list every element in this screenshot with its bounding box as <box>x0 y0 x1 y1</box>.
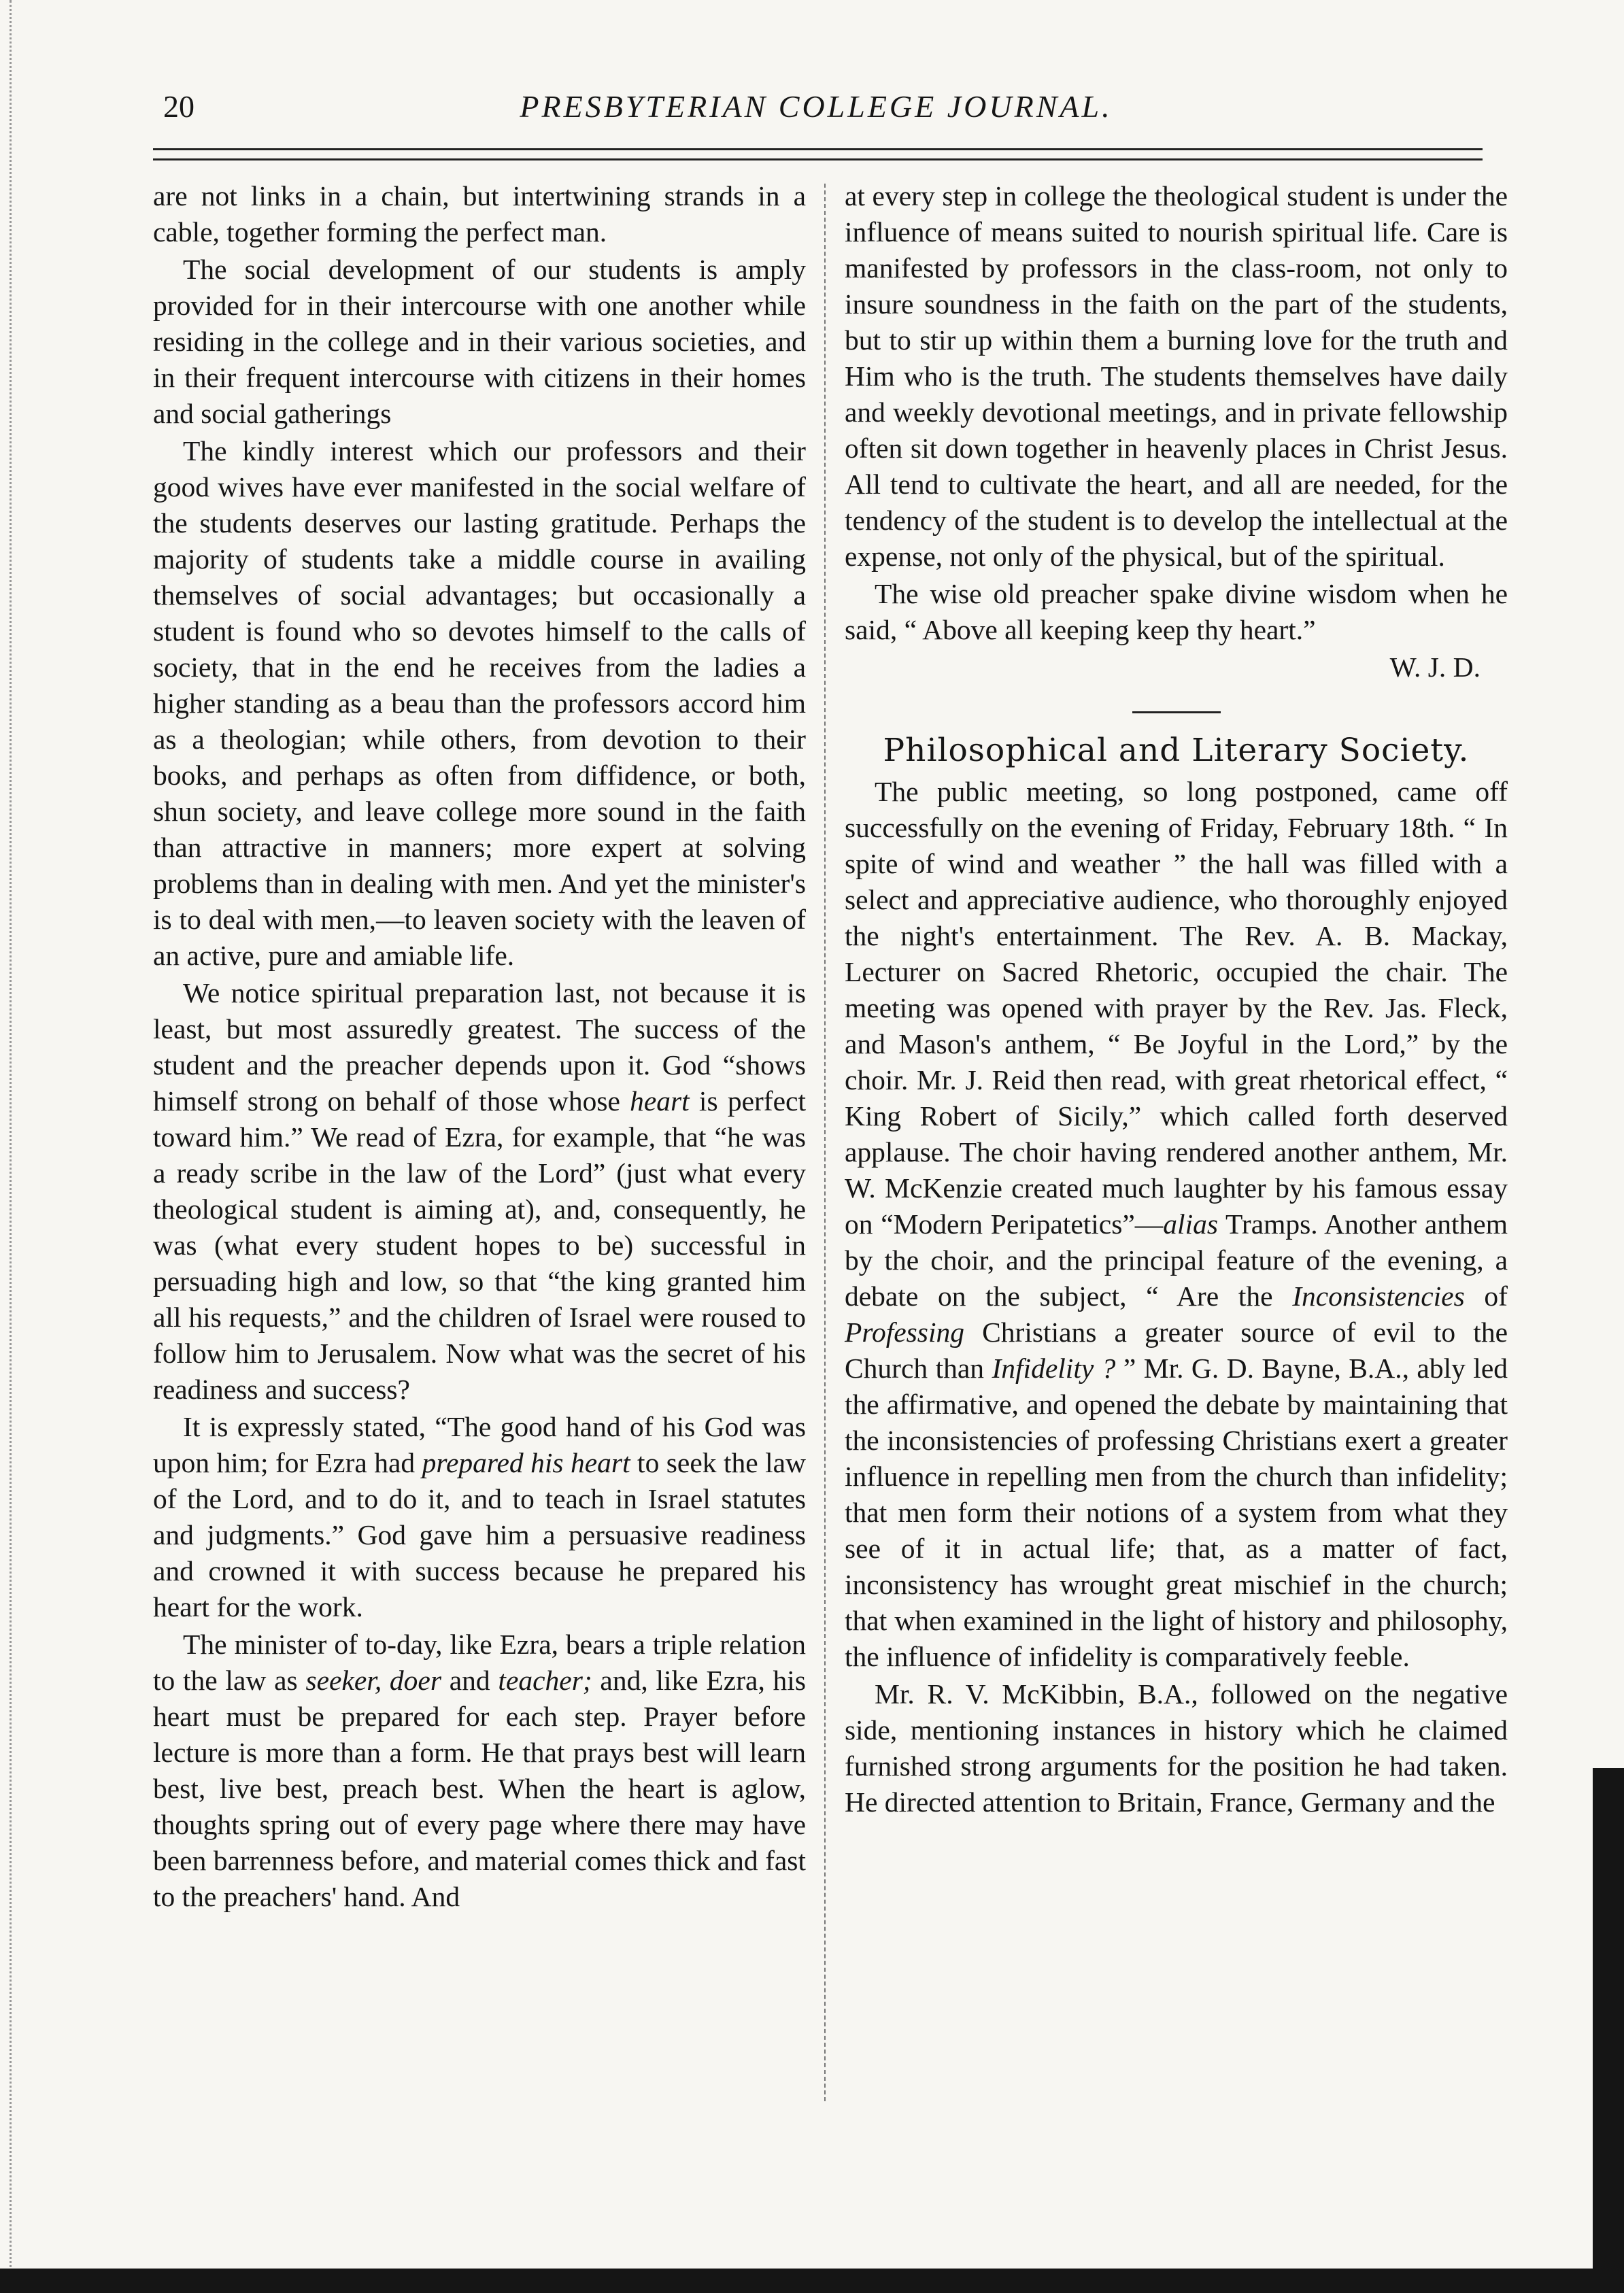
italic-text: seeker, doer <box>305 1665 442 1696</box>
text-run: and <box>441 1665 498 1696</box>
text-run: The public meeting, so long postponed, came off successfully on the evening of Friday, February 18th. “ In spite of wind and weather ” the hall was filled with a select and appreciative audience, who thoroughly enjoyed the night's entertainment. The Rev. A. B. Mackay, Lecturer on Sacred Rhetoric, occupied the chair. The meeting was opened with prayer by the Rev. Jas. Fleck, and Mason's anthem, “ Be Joyful in the Lord,” by the choir. Mr. J. Reid then read, with great rhetorical effect, “ King Robert of Sicily,” which called forth deserved applause. The choir having rendered another anthem, Mr. W. McKenzie created much laughter by his famous essay on “Modern Peripatetics”— <box>845 776 1508 1240</box>
paragraph: The social development of our students is amply provided for in their intercourse with one another while residing in the college and in their various societies, and in their frequent intercourse with citizens in their homes and social gatherings <box>153 254 806 429</box>
italic-text: alias <box>1163 1208 1219 1240</box>
text-run: The minister of to-day, like Ezra, bears a triple relation to the law as <box>153 1629 806 1696</box>
header-double-rule <box>153 148 1483 160</box>
italic-text: Infidelity ? <box>992 1353 1116 1384</box>
page-number: 20 <box>163 89 194 124</box>
text-run: of <box>1464 1280 1508 1312</box>
text-run: is perfect toward him.” We read of Ezra, for example, that “he was a ready scribe in the law of the Lord” (just what every theological student is aiming at), and, consequently, he was (what every student hopes to be) successful in persuading high and low, so that “the king granted him all his requests,” and the children of Israel were roused to follow him to Jerusalem. Now what was the secret of his readiness and success? <box>153 1085 806 1405</box>
paragraph: are not links in a chain, but intertwining strands in a cable, together forming the perfect man. <box>153 180 806 248</box>
italic-text: teacher; <box>498 1665 592 1696</box>
text-run: and, like Ezra, his heart must be prepared for each step. Prayer before lecture is more than a form. He that prays best will learn best, live best, preach best. When the heart is aglow, thoughts spring out of every page where there may have been barrenness before, and material comes thick and fast to the preachers' hand. And <box>153 1665 806 1912</box>
italic-text: Inconsistencies <box>1292 1280 1465 1312</box>
paragraph <box>153 975 806 1408</box>
italic-text: heart <box>630 1085 690 1117</box>
author-signature: W. J. D. <box>1389 651 1481 683</box>
page-edge-shadow <box>10 0 12 2293</box>
running-title: PRESBYTERIAN COLLEGE JOURNAL. <box>520 89 1113 124</box>
left-column <box>153 178 806 1915</box>
right-column <box>845 178 1508 1820</box>
text-run: Christians a greater source of evil to the Church than <box>845 1317 1508 1384</box>
paragraph <box>153 1409 806 1625</box>
page-header <box>150 88 1483 136</box>
section-divider <box>1132 711 1221 713</box>
paragraph: The kindly interest which our professors and their good wives have ever manifested in the social welfare of the students deserves our lasting gratitude. Perhaps the majority of students take a middle course in availing themselves of social advantages; but occasionally a student is found who so devotes himself to the calls of society, that in the end he receives from the ladies a higher standing as a beau than the professors accord him as a theologian; while others, from devotion to their books, and perhaps as often from diffidence, or both, shun society, and leave college more sound in the faith than attractive in manners; more expert at solving problems than in dealing with men. And yet the minister's is to deal with men,—to leaven society with the leaven of an active, pure and amiable life. <box>153 435 806 971</box>
text-run: to seek the law of the Lord, and to do it, and to teach in Israel statutes and judgments.” God gave him a persuasive readiness and crowned it with success because he prepared his heart for the work. <box>153 1447 807 1623</box>
text-run: ” Mr. G. D. Bayne, B.A., ably led the affirmative, and opened the debate by maintaining that the inconsistencies of professing Christians exert a greater influence in repelling men from the church than infidelity; that men form their notions of a system from what they see of it in actual life; that, as a matter of fact, inconsistency has wrought great mischief in the church; that when examined in the light of history and philosophy, the influence of infidelity is comparatively feeble. <box>845 1353 1508 1672</box>
text-run: Tramps. Another anthem by the choir, and the principal feature of the evening, a debate on the subject, “ Are the <box>845 1208 1508 1312</box>
scan-edge-shadow <box>1593 1768 1624 2271</box>
paragraph: Mr. R. V. McKibbin, B.A., followed on the negative side, mentioning instances in history which he claimed furnished strong arguments for the position he had taken. He directed attention to Britain, France, Germany and the <box>845 1678 1508 1818</box>
paragraph: at every step in college the theological student is under the influence of means suited to nourish spiritual life. Care is manifested by professors in the class-room, not only to insure soundness in the faith on the part of the students, but to stir up within them a burning love for the truth and Him who is the truth. The students themselves have daily and weekly devotional meetings, and in private fellowship often sit down together in heavenly places in Christ Jesus. All tend to cultivate the heart, and all are needed, for the tendency of the student is to develop the intellectual at the expense, not only of the physical, but of the spiritual. <box>845 180 1508 572</box>
italic-text: prepared his heart <box>422 1447 630 1478</box>
text-run: It is expressly stated, “The good hand of his God was upon him; for Ezra had <box>153 1411 806 1478</box>
italic-text: Professing <box>845 1317 964 1348</box>
paragraph <box>845 774 1508 1675</box>
paragraph <box>153 1627 806 1915</box>
section-heading: Philosophical and Literary Society. <box>883 732 1470 769</box>
scan-bottom-edge <box>0 2269 1624 2293</box>
paragraph: The wise old preacher spake divine wisdom when he said, “ Above all keeping keep thy heart.” <box>845 578 1508 645</box>
text-run: We notice spiritual preparation last, not because it is least, but most assuredly greatest. The success of the student and the preacher depends upon it. God “shows himself strong on behalf of those whose <box>153 977 806 1117</box>
column-separator <box>824 184 826 2101</box>
